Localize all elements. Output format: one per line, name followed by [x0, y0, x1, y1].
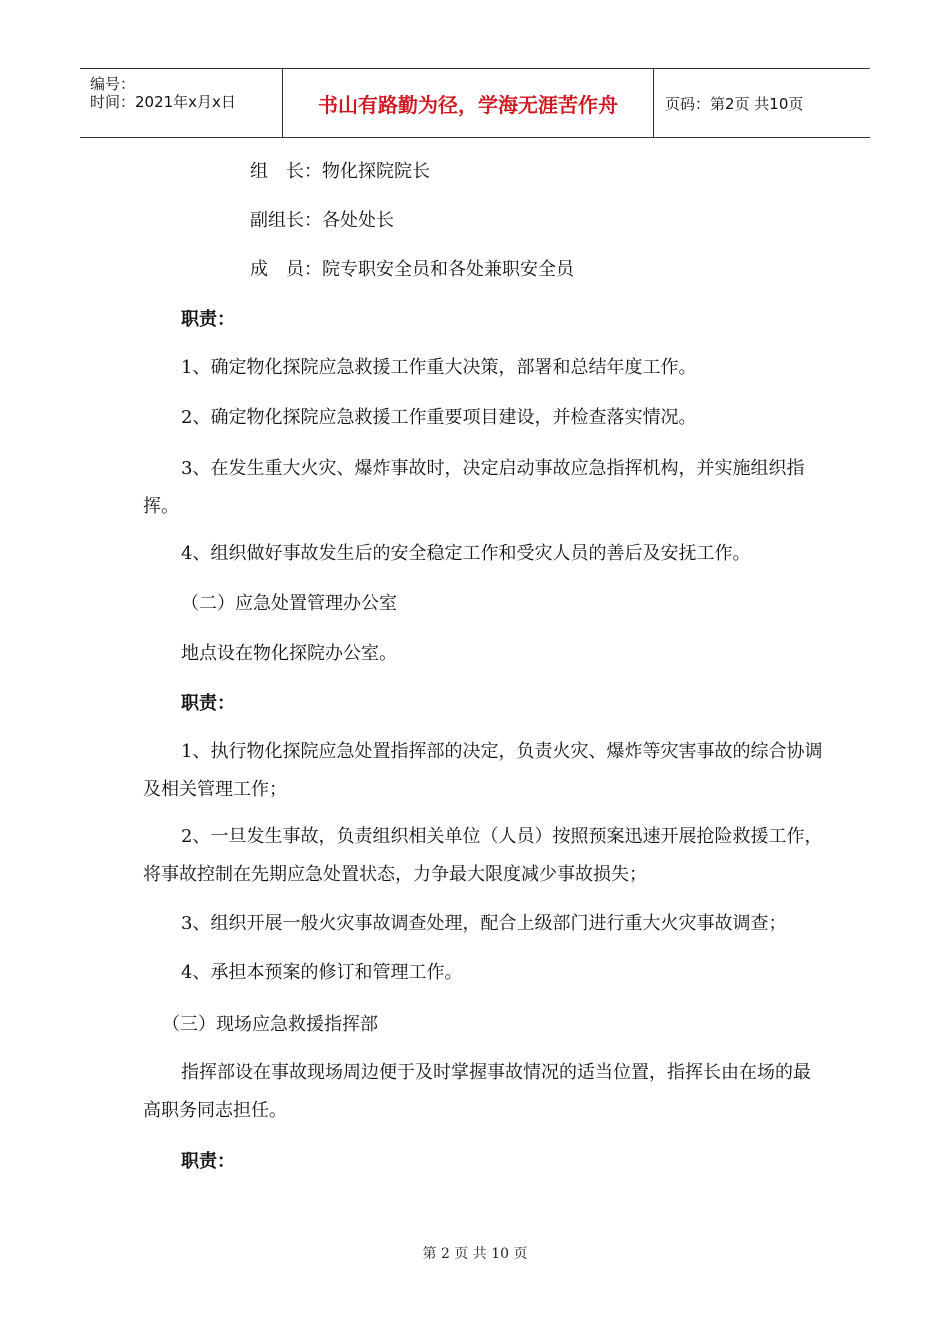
duty-item: 2、确定物化探院应急救援工作重要项目建设，并检查落实情况。: [181, 407, 697, 428]
duty-item: 4、组织做好事故发生后的安全稳定工作和受灾人员的善后及安抚工作。: [181, 543, 751, 564]
header-motto: 书山有路勤为径，学海无涯苦作舟: [318, 92, 618, 117]
duty-item: 3、组织开展一般火灾事故调查处理，配合上级部门进行重大火灾事故调查；: [181, 913, 787, 934]
duty-item: 2、一旦发生事故，负责组织相关单位（人员）按照预案迅速开展抢险救援工作，将事故控制在先期应急处置状态，力争最大限度减少事故损失；: [143, 826, 823, 885]
duty-item: 4、承担本预案的修订和管理工作。: [181, 962, 463, 983]
duty-heading: 职责：: [181, 1151, 235, 1172]
header-number: 编号：: [90, 75, 136, 93]
section-title: （三）现场应急救援指挥部: [162, 1014, 378, 1035]
header-meta: [80, 69, 282, 137]
duty-item: 3、在发生重大火灾、爆炸事故时，决定启动事故应急指挥机构，并实施组织指挥。: [143, 458, 805, 517]
team-leader-line: 组 长：物化探院院长: [250, 161, 430, 182]
members-line: 成 员：院专职安全员和各处兼职安全员: [250, 259, 574, 280]
header-time: 时间：2021年x月x日: [90, 93, 236, 111]
header-divider: [653, 69, 654, 137]
header-page-info: 页码：第2页 共10页: [665, 94, 804, 113]
section-description: 指挥部设在事故现场周边便于及时掌握事故情况的适当位置，指挥长由在场的最高职务同志担任。: [143, 1062, 811, 1121]
page-footer: 第 2 页 共 10 页: [422, 1246, 528, 1262]
duty-heading: 职责：: [181, 309, 235, 330]
duty-item: 1、执行物化探院应急处置指挥部的决定，负责火灾、爆炸等灾害事故的综合协调及相关管理工作；: [143, 741, 823, 800]
deputy-leader-line: 副组长：各处处长: [250, 210, 394, 231]
page-header: [80, 68, 870, 138]
section-title: （二）应急处置管理办公室: [181, 593, 397, 614]
section-location: 地点设在物化探院办公室。: [181, 643, 397, 664]
duty-item: 1、确定物化探院应急救援工作重大决策，部署和总结年度工作。: [181, 357, 697, 378]
duty-heading: 职责：: [181, 693, 235, 714]
